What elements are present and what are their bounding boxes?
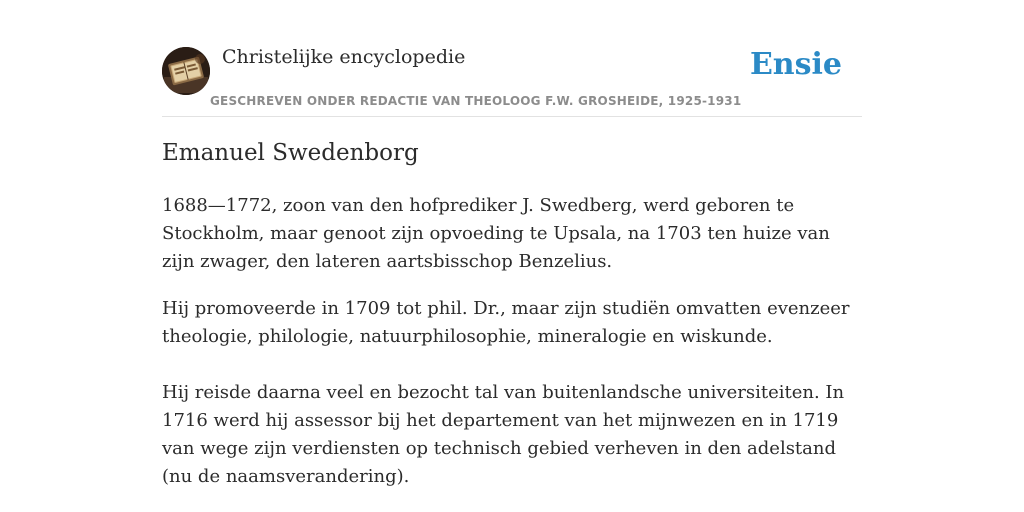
entry-paragraph: 1688—1772, zoon van den hofprediker J. Swedberg, werd geboren te Stockholm, maar genoot zijn opvoeding te Upsala, na 1703 ten huize van zijn zwager, den lateren aartsbisschop Benzelius. (162, 195, 830, 272)
header (162, 0, 862, 117)
entry-title: Emanuel Swedenborg (162, 140, 419, 166)
source-subtitle: GESCHREVEN ONDER REDACTIE VAN THEOLOOG F.W. GROSHEIDE, 1925-1931 (210, 94, 742, 108)
brand-logo-link[interactable]: Ensie (749, 47, 842, 82)
entry-paragraph: Hij promoveerde in 1709 tot phil. Dr., maar zijn studiën omvatten evenzeer theologie, philologie, natuurphilosophie, mineralogie en wiskunde. (162, 298, 850, 347)
source-title[interactable]: Christelijke encyclopedie (222, 46, 466, 68)
page-container (162, 0, 862, 512)
entry-paragraph: Hij reisde daarna veel en bezocht tal van buitenlandsche universiteiten. In 1716 werd hij assessor bij het departement van het mijnwezen en in 1719 van wege zijn verdiensten op technisch gebied verheven in den adelstand (nu de naamsverandering). (162, 382, 845, 487)
book-avatar-icon (162, 47, 210, 95)
